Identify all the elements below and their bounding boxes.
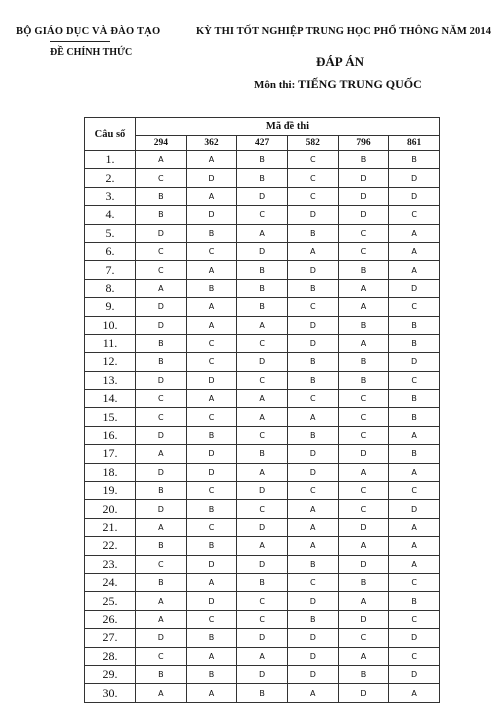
answer-cell: D <box>237 482 288 500</box>
subject-label: Môn thi: <box>254 79 296 91</box>
table-row <box>85 408 440 426</box>
answer-cell: A <box>186 298 237 316</box>
answer-cell: A <box>237 316 288 334</box>
answer-cell: A <box>136 684 187 702</box>
answer-cell: D <box>389 279 440 297</box>
answer-cell: C <box>237 206 288 224</box>
answer-cell: D <box>287 261 338 279</box>
answer-cell: A <box>136 518 187 536</box>
answer-cell: D <box>389 187 440 205</box>
answer-cell: D <box>287 206 338 224</box>
answer-cell: D <box>186 445 237 463</box>
answer-cell: D <box>287 316 338 334</box>
question-number: 7. <box>85 261 136 279</box>
answer-cell: A <box>136 592 187 610</box>
answer-cell: B <box>389 408 440 426</box>
answer-cell: A <box>136 279 187 297</box>
answer-cell: A <box>186 187 237 205</box>
answer-cell: A <box>237 224 288 242</box>
question-number: 11. <box>85 334 136 352</box>
answer-cell: C <box>237 592 288 610</box>
answer-cell: C <box>136 390 187 408</box>
answer-cell: D <box>338 169 389 187</box>
answer-table-body <box>85 151 440 703</box>
answer-cell: B <box>136 482 187 500</box>
subject-line <box>254 77 422 92</box>
answer-cell: B <box>389 151 440 169</box>
answer-cell: D <box>338 610 389 628</box>
table-row <box>85 463 440 481</box>
answer-cell: B <box>338 353 389 371</box>
exam-code-header: 294 <box>136 136 187 151</box>
question-number: 2. <box>85 169 136 187</box>
question-number: 15. <box>85 408 136 426</box>
answer-cell: D <box>338 555 389 573</box>
answer-title: ĐÁP ÁN <box>316 54 365 69</box>
answer-cell: D <box>186 555 237 573</box>
answer-cell: C <box>389 647 440 665</box>
answer-cell: C <box>186 334 237 352</box>
question-number: 19. <box>85 482 136 500</box>
answer-cell: A <box>136 151 187 169</box>
answer-cell: C <box>186 482 237 500</box>
answer-cell: C <box>186 518 237 536</box>
answer-cell: C <box>287 187 338 205</box>
answer-cell: D <box>136 224 187 242</box>
answer-cell: B <box>136 187 187 205</box>
answer-cell: B <box>389 592 440 610</box>
answer-cell: A <box>186 316 237 334</box>
answer-cell: D <box>237 187 288 205</box>
question-number: 14. <box>85 390 136 408</box>
answer-cell: A <box>186 684 237 702</box>
answer-cell: A <box>287 518 338 536</box>
table-row <box>85 537 440 555</box>
answer-cell: D <box>186 592 237 610</box>
answer-cell: C <box>389 371 440 389</box>
answer-cell: D <box>136 463 187 481</box>
answer-cell: D <box>136 629 187 647</box>
answer-cell: A <box>186 390 237 408</box>
answer-cell: D <box>186 169 237 187</box>
ministry-name: BỘ GIÁO DỤC VÀ ĐÀO TẠO <box>16 26 161 37</box>
answer-cell: B <box>136 206 187 224</box>
answer-cell: D <box>338 445 389 463</box>
answer-cell: D <box>186 206 237 224</box>
table-row <box>85 334 440 352</box>
answer-cell: B <box>389 334 440 352</box>
answer-cell: B <box>389 316 440 334</box>
question-number: 9. <box>85 298 136 316</box>
answer-cell: D <box>136 426 187 444</box>
answer-cell: A <box>186 261 237 279</box>
question-number: 1. <box>85 151 136 169</box>
answer-cell: C <box>136 242 187 260</box>
answer-cell: B <box>287 426 338 444</box>
answer-cell: C <box>186 610 237 628</box>
table-row <box>85 665 440 683</box>
answer-cell: B <box>136 537 187 555</box>
answer-cell: D <box>287 665 338 683</box>
answer-cell: B <box>237 573 288 591</box>
answer-cell: D <box>338 684 389 702</box>
answer-cell: B <box>287 224 338 242</box>
answer-cell: D <box>389 629 440 647</box>
answer-cell: A <box>237 537 288 555</box>
answer-cell: C <box>237 500 288 518</box>
table-row <box>85 647 440 665</box>
answer-cell: D <box>237 242 288 260</box>
answer-cell: D <box>237 629 288 647</box>
answer-cell: D <box>237 353 288 371</box>
question-number: 6. <box>85 242 136 260</box>
question-number: 17. <box>85 445 136 463</box>
question-number: 29. <box>85 665 136 683</box>
answer-cell: B <box>136 334 187 352</box>
answer-cell: D <box>389 353 440 371</box>
table-row <box>85 390 440 408</box>
table-row <box>85 555 440 573</box>
answer-cell: B <box>237 279 288 297</box>
answer-cell: A <box>186 647 237 665</box>
answer-cell: A <box>389 261 440 279</box>
table-row <box>85 445 440 463</box>
question-number: 18. <box>85 463 136 481</box>
question-number: 24. <box>85 573 136 591</box>
answer-cell: B <box>186 426 237 444</box>
exam-code-header: 796 <box>338 136 389 151</box>
question-number: 26. <box>85 610 136 628</box>
answer-cell: B <box>237 261 288 279</box>
table-row <box>85 482 440 500</box>
answer-cell: D <box>237 518 288 536</box>
answer-cell: B <box>287 353 338 371</box>
answer-cell: B <box>186 224 237 242</box>
answer-cell: D <box>186 463 237 481</box>
answer-cell: A <box>338 592 389 610</box>
answer-cell: A <box>287 408 338 426</box>
answer-cell: C <box>389 610 440 628</box>
answer-cell: D <box>136 298 187 316</box>
answer-cell: A <box>338 537 389 555</box>
question-number: 8. <box>85 279 136 297</box>
answer-cell: A <box>338 279 389 297</box>
answer-cell: B <box>186 279 237 297</box>
table-row <box>85 298 440 316</box>
table-row <box>85 242 440 260</box>
answer-cell: C <box>287 298 338 316</box>
answer-cell: B <box>186 500 237 518</box>
answer-cell: B <box>237 169 288 187</box>
table-row <box>85 426 440 444</box>
answer-cell: C <box>287 573 338 591</box>
question-number: 10. <box>85 316 136 334</box>
table-row <box>85 500 440 518</box>
answer-cell: B <box>287 610 338 628</box>
answer-cell: A <box>389 426 440 444</box>
answer-cell: C <box>389 206 440 224</box>
table-row <box>85 684 440 702</box>
answer-cell: A <box>389 684 440 702</box>
answer-cell: C <box>237 334 288 352</box>
table-row <box>85 629 440 647</box>
answer-cell: B <box>338 151 389 169</box>
question-number: 12. <box>85 353 136 371</box>
answer-cell: C <box>287 390 338 408</box>
answer-cell: B <box>338 261 389 279</box>
answer-cell: C <box>237 426 288 444</box>
table-row <box>85 371 440 389</box>
answer-cell: D <box>338 187 389 205</box>
answer-cell: C <box>338 500 389 518</box>
answer-cell: D <box>287 334 338 352</box>
answer-cell: C <box>338 224 389 242</box>
answer-cell: A <box>186 151 237 169</box>
answer-cell: C <box>287 169 338 187</box>
answer-cell: C <box>186 408 237 426</box>
answer-cell: B <box>338 665 389 683</box>
answer-cell: C <box>338 482 389 500</box>
answer-cell: D <box>338 206 389 224</box>
exam-title: KỲ THI TỐT NGHIỆP TRUNG HỌC PHỔ THÔNG NĂM 2014 <box>196 26 492 37</box>
table-row <box>85 224 440 242</box>
table-row <box>85 279 440 297</box>
answer-cell: C <box>136 261 187 279</box>
answer-cell: D <box>389 665 440 683</box>
exam-code-header: 861 <box>389 136 440 151</box>
answer-cell: D <box>338 518 389 536</box>
answer-cell: B <box>136 665 187 683</box>
answer-cell: A <box>237 408 288 426</box>
answer-cell: D <box>287 629 338 647</box>
answer-cell: A <box>237 463 288 481</box>
answer-cell: C <box>287 482 338 500</box>
answer-cell: C <box>389 298 440 316</box>
answer-cell: B <box>287 279 338 297</box>
answer-cell: C <box>237 610 288 628</box>
answer-cell: B <box>237 684 288 702</box>
question-number: 5. <box>85 224 136 242</box>
header-divider <box>50 41 110 42</box>
answer-cell: D <box>136 316 187 334</box>
answer-cell: B <box>186 665 237 683</box>
answer-cell: C <box>338 390 389 408</box>
answer-cell: B <box>237 445 288 463</box>
answer-cell: A <box>338 298 389 316</box>
subject-value: TIẾNG TRUNG QUỐC <box>298 77 422 91</box>
answer-cell: B <box>389 390 440 408</box>
table-row <box>85 573 440 591</box>
question-number: 25. <box>85 592 136 610</box>
answer-cell: A <box>237 390 288 408</box>
question-number: 27. <box>85 629 136 647</box>
exam-code-group-header: Mã đề thi <box>136 118 440 136</box>
answer-cell: A <box>338 647 389 665</box>
answer-cell: B <box>287 371 338 389</box>
question-number: 16. <box>85 426 136 444</box>
question-number: 28. <box>85 647 136 665</box>
table-row <box>85 610 440 628</box>
question-number: 30. <box>85 684 136 702</box>
answer-cell: B <box>136 573 187 591</box>
question-number: 4. <box>85 206 136 224</box>
answer-cell: A <box>287 684 338 702</box>
table-row <box>85 353 440 371</box>
answer-cell: A <box>136 610 187 628</box>
question-number-header: Câu số <box>85 118 136 151</box>
question-number: 23. <box>85 555 136 573</box>
answer-cell: B <box>287 555 338 573</box>
answer-cell: B <box>237 151 288 169</box>
official-label: ĐỀ CHÍNH THỨC <box>50 47 133 58</box>
answer-cell: A <box>136 445 187 463</box>
answer-cell: C <box>136 647 187 665</box>
answer-cell: B <box>338 573 389 591</box>
question-number: 20. <box>85 500 136 518</box>
answer-cell: B <box>186 537 237 555</box>
answer-cell: D <box>136 371 187 389</box>
answer-cell: C <box>338 629 389 647</box>
answer-cell: D <box>186 371 237 389</box>
answer-cell: C <box>237 371 288 389</box>
answer-cell: C <box>186 353 237 371</box>
answer-cell: C <box>389 573 440 591</box>
answer-cell: C <box>338 242 389 260</box>
answer-cell: D <box>287 445 338 463</box>
table-row <box>85 592 440 610</box>
answer-cell: A <box>237 647 288 665</box>
answer-cell: B <box>186 629 237 647</box>
header-row-group <box>85 118 440 136</box>
answer-cell: A <box>287 500 338 518</box>
table-row <box>85 169 440 187</box>
answer-cell: D <box>237 665 288 683</box>
table-row <box>85 518 440 536</box>
answer-cell: D <box>389 500 440 518</box>
answer-cell: C <box>136 408 187 426</box>
question-number: 13. <box>85 371 136 389</box>
answer-cell: B <box>136 353 187 371</box>
answer-cell: A <box>389 518 440 536</box>
answer-cell: D <box>287 647 338 665</box>
answer-cell: A <box>389 555 440 573</box>
table-row <box>85 261 440 279</box>
answer-cell: B <box>338 316 389 334</box>
answer-cell: C <box>186 242 237 260</box>
answer-cell: D <box>287 592 338 610</box>
answer-cell: A <box>287 242 338 260</box>
answer-cell: C <box>136 555 187 573</box>
answer-cell: D <box>287 463 338 481</box>
answer-cell: D <box>389 169 440 187</box>
table-row <box>85 206 440 224</box>
exam-code-header: 427 <box>237 136 288 151</box>
answer-cell: A <box>389 242 440 260</box>
answer-cell: A <box>389 224 440 242</box>
answer-cell: D <box>237 555 288 573</box>
answer-cell: B <box>338 371 389 389</box>
answer-cell: A <box>389 537 440 555</box>
answer-cell: C <box>389 482 440 500</box>
answer-cell: A <box>338 334 389 352</box>
question-number: 22. <box>85 537 136 555</box>
answer-table <box>84 117 440 703</box>
table-row <box>85 187 440 205</box>
answer-cell: A <box>389 463 440 481</box>
answer-cell: C <box>338 408 389 426</box>
answer-cell: C <box>287 151 338 169</box>
exam-code-header: 362 <box>186 136 237 151</box>
question-number: 21. <box>85 518 136 536</box>
table-row <box>85 316 440 334</box>
exam-code-header: 582 <box>287 136 338 151</box>
table-row <box>85 151 440 169</box>
exam-code-row <box>85 136 440 151</box>
answer-cell: B <box>389 445 440 463</box>
question-number: 3. <box>85 187 136 205</box>
answer-cell: A <box>287 537 338 555</box>
answer-cell: C <box>136 169 187 187</box>
answer-cell: A <box>338 463 389 481</box>
answer-cell: D <box>136 500 187 518</box>
answer-cell: C <box>338 426 389 444</box>
answer-cell: A <box>186 573 237 591</box>
answer-cell: B <box>237 298 288 316</box>
